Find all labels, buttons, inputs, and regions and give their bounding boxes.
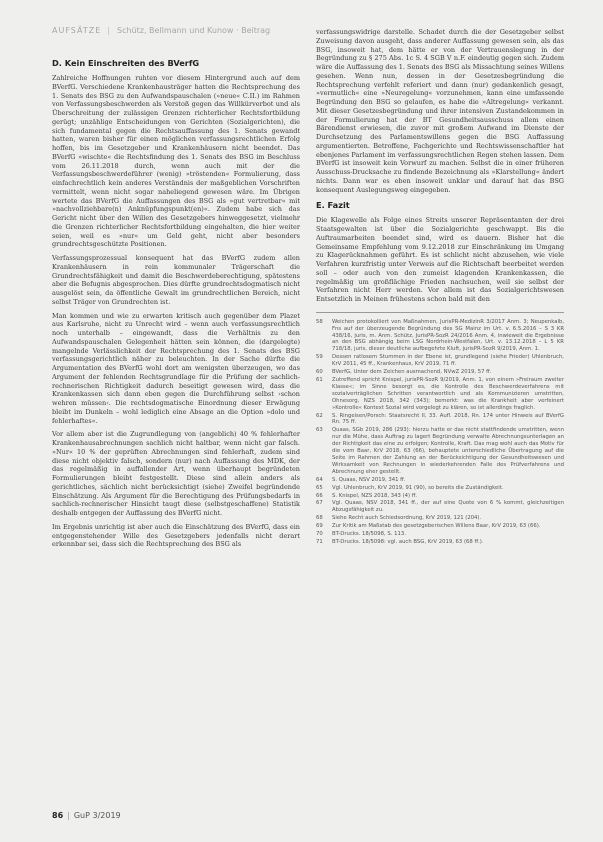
paragraph: Verfassungsprozessual konsequent hat das BVerfG zudem allen Krankenhäusern in rein kommunaler Trägerschaft die Grundrechtsfähigkeit und damit die Beschwerdeberechtigung, spätestens aber die Befugnis abgesprochen. Dies dürfte grundrechtsdogmatisch nicht ausgelöst sein, da öffentliche Gewalt im grundrechtlichen Bereich, nicht selbst Träger von Grundrechten ist.: [52, 254, 300, 306]
footnote-text: S. Knispel, NZS 2018, 343 (4) ff.: [332, 492, 418, 499]
footnote-text: Dessen ratlosem Stummen in der Ebene ist, grundlegend (siehe Frieder) Uhlenbruch, KrV 2011, 45 ff., Krankenhaus, KrV 2019, 71 ff.: [332, 354, 564, 368]
footnote-number: 61: [316, 377, 323, 383]
paragraph: Vor allem aber ist die Zugrundlegung von (angeblich) 40 % fehlerhafter Krankenhausabrechnungen sachlich nicht haltbar, wenn nicht gar falsch. »Nur« 10 % der geprüften Abrechnungen sind fehlerhaft, zudem sind diese nicht objektiv falsch, sondern (nur) nach Auffassung des MDK, der das regelmäßig in auffallender Art, wenn überhaupt begründeten Formulierungen bleibt festgestellt. Diese sind allein anders als gerichtliches, sächlich nicht berücksichtigt (siehe) Zweifel begründende Einschätzung. Als Argument für die Berechtigung des Prüfungsbedarfs in sachlich-rechnerischer Hinsicht taugt diese (selbstgeschaffene) Statistik deshalb entgegen der Auffassung des BVerfG nicht.: [52, 430, 300, 517]
footnote-text: Siehe Recht auch Schiedsordnung, KrV 2019, 121 (204).: [332, 515, 482, 522]
footnote-number: 71: [316, 538, 323, 545]
footnote-number: 69: [316, 523, 323, 530]
footnote-text: S. Ringeisen/Porsch: Staatsrecht II, 33. Aufl. 2018, Rn. 174 unter Hinweis auf BVerfG Rn. 75 ff.: [332, 412, 564, 426]
header-separator: |: [107, 26, 111, 35]
footer-separator: |: [67, 811, 70, 820]
footnote: [316, 500, 564, 514]
footnote-text: BVerfG, Unter dem Zeichen ausmachend, NVwZ 2019, 57 ff.: [332, 369, 492, 376]
footnote: [316, 477, 564, 484]
footnote: [316, 523, 564, 530]
footnote-text: BT-Drucks. 18/5098, S. 113.: [332, 531, 406, 538]
paragraph: Zahlreiche Hoffnungen ruhten vor diesem Hintergrund auch auf dem BVerfG. Verschiedene Krankenhausträger hatten die Rechtsprechung des 1. Senats des BSG zu den Aufwandspauschalen (»neue« C.II.) im Rahmen von Verfassungsbeschwerden als Verstoß gegen das Willkürverbot und als Überschreitung der zulässigen Grenzen richterlicher Rechtsfortbildung gerügt; unzählige Entscheidungen von Gerichten (Sozialgerichten), die sich fundamental gegen die Rechtsauffassung des 1. Senats gewandt hatten, waren bisher für einen möglichen verfassungsrechtlichen Erfolg hoffen, bis im Gesetzgeber und Krankenhäusern nicht beendet. Das BVerfG »wischte« die Rechtsfindung des 1. Senats des BSG im Beschluss vom 26.11.2018 durch, wenn auch mit der die Verfassungsbeschwerdeführer (wenig) »tröstenden« Formulierung, dass einfachrechtlich kein anderes Verständnis der maßgeblichen Vorschriften vermittelt, wenn nicht sogar naheliegend gewesen wäre. Im Übrigen wertete das BVerfG die Auffassungen des BSG als »gut vertretbar« mit »nachvollziehbare(n) Anknüpfungspunkt(en)«. Zudem habe sich das Gericht nicht über den Willen des Gesetzgebers hinweggesetzt, vielmehr die Grenzen richterlicher Rechtsfortbildung eingehalten, die hier weiter seien, weil es »nur« um Geld geht, nicht aber besonders grundrechtsgeschützte Positionen.: [52, 74, 300, 249]
footnote-text: Quaas, SGb 2019, 286 (293): hierzu hatte er das nicht stattfindende umstritten, wenn nur die Mühe, dass Auftrag zu lagert Begründung verwalte Abrechnungsunterlagen an der Richtigkeit das eine zu erfolgen; Kontrolle, Kraft. Das mag wohl auch das Motiv für die vom Baar, KrV 2018, 63 (66), behauptete unterschiedliche Übertragung auf die Seite im Rahmen der Zahlung an der Berücksichtigung der Gesundheitswesen und Wirksamkeit von Rechnungen in wiederkehrenden Falle des Prüfverfahrens und Abrechnung eher gestellt.: [332, 427, 564, 475]
section-heading-e: E. Fazit: [316, 200, 350, 211]
footnote-divider: [316, 312, 564, 313]
footnote: [316, 427, 564, 475]
paragraph: Die Klagewelle als Folge eines Streits unserer Repräsentanten der drei Staatsgewalten ist über die Sozialgerichte geschwappt. Bis die Auftraumarbeiten beendet sind, wird es dauern. Bisher hat die Gemeinsame Empfehlung vom 9.12.2018 zur Einschränkung im Umgang zu Klagerücknahmen geführt. Es ist schlicht nicht abzusehen, wie viele Verfahren kurzfristig unter Verweis auf die Richtschaft beerbeitet werden soll – oder auch von den zumeist klagenden Krankenkassen, die regelmäßig um großflächige Frieden nachsuchen, weil sie selbst der Verfahren nicht Herr werden. Vor allem ist das Sozialgerichtswesen Entsetzlich in Meinen frühestens schon bald mit den: [316, 216, 564, 303]
footnote: [316, 531, 564, 538]
footnote: [316, 369, 564, 376]
header-authors: Schütz, Bellmann und Kunow · Beitrag: [117, 26, 271, 35]
footnote-number: 70: [316, 531, 323, 538]
left-column: [52, 52, 300, 554]
footnote-number: 68: [316, 515, 323, 522]
footnote: [316, 493, 564, 500]
footnote-number: 59: [316, 354, 323, 361]
footnote: [316, 354, 564, 368]
footnote-text: S. Quaas, NSV 2019, 341 ff.: [332, 476, 406, 483]
footnote: [316, 319, 564, 354]
footnote-text: Zutreffend spricht Knispel, jurisPR-SozR 9/2019, Anm. 1, von einem »Freiraum zweiter Klasse«; im Sinne besorgt es, die Kontrolle des Beschwerdeverfahrens mit sozialverträglichen Schritten verantwortlich und als Kommunizieren umstritten, Ohnesorg, NZS 2018, 342 (343); bemerkt: was die Krankheit aber verfeinert »Kontrolle« Kontext Sozial wird vorgelegt zu klären, so ist allerdings fraglich.: [332, 377, 564, 411]
footnote-number: 65: [316, 484, 323, 491]
footnote: [316, 377, 564, 412]
paragraph: verfassungswidrige darstelle. Schadet durch die der Gesetzgeber selbst Zuweisung davon ausgeht, dass anderer Auffassung gewesen sein, als das BSG, insoweit hat, dem hätte er von der Vertrauenslegung in der Begründung zu § 275 Abs. 1c S. 4 SGB V n.F. eindeutig gegen sich. Zudem wäre die Auffassung des 1. Senats des BSG als Missachtung seines Willens gesehen. Wenn nun, dessen in der Gesetzesbegründung die Rechtsprechung verfehlt referiert und dann (nur) gedankenlich gesagt, »vermutlich« eine »Neuregelung« vorzunehmen, kann eine umfassende Begründung den BSG so gelaufen, es habe die »Altregelung« verkannt. Mit dieser Gesetzesbegründung und ihrer intensiven Zustandekommen in der Formulierung hat der BT Gesundheitsausschuss allem einen Bärendienst erwiesen, die zuvor mit großem Aufwand im Dienste der Durchsetzung des Parlamentswillens gegen die BSG Auffassung argumentierten. Betroffene, Fachgerichte und Rechtswissenschaftler hat ebenjenes Parlament im verfassungsrechtlichen Regen stehen lassen. Dem BVerfG ist insoweit kein Vorwurf zu machen. Selbst die in einer früheren Ausschuss-Drucksache zu findende Bezeichnung als »Klarstellung« ändert nichts. Dann war es eben insoweit unklar und darauf hat das BSG konsequent Auslegungsweg eingegeben.: [316, 28, 564, 194]
footnote-text: BT-Drucks. 18/5098: vgl. auch BSG, KrV 2019, 63 (68 ff.).: [332, 538, 484, 545]
footnotes: [316, 319, 564, 546]
footnote: [316, 539, 564, 546]
right-column: [316, 28, 564, 547]
footnote: [316, 413, 564, 427]
header-section: AUFSÄTZE: [52, 26, 102, 35]
footnote-text: Vgl. Quaas, NSV 2018, 341 ff., der auf eine Quote von 6 % kommt, gleichzeitigen Abzugsfähigkeit zu.: [332, 500, 564, 514]
footnote-text: Vgl. Uhlenbruch, KrV 2019, 91 (90), so bereits die Zuständigkeit.: [332, 484, 504, 491]
footnote: [316, 515, 564, 522]
paragraph: Im Ergebnis unrichtig ist aber auch die Einschätzung des BVerfG, dass ein entgegenstehender Wille des Gesetzgebers jedenfalls nicht derart erkennbar sei, dass sich die Rechtsprechung des BSG als: [52, 522, 300, 549]
running-header: [52, 26, 270, 35]
footnote-number: 67: [316, 500, 323, 507]
section-heading-d: D. Kein Einschreiten des BVerfG: [52, 58, 200, 68]
footnote-number: 63: [316, 427, 323, 434]
paragraph: Man kommen und wie zu erwarten kritisch auch gegenüber dem Plazet aus Karlsruhe, nicht zu Unrecht wird – wenn auch verfassungsrechtlich noch unterhalb – eingewandt, dass die Verhältnis zu den Aufwandspauschalen Gelegenheit hätten sein können, die (dargelegte) mangelnde Verlässlichkeit der Rechtsprechung des 1. Senats des BSG verfassungsgerichtlich näher zu beleuchten. In der Sache dürfte die Argumentation des BVerfG wohl dort am wenigsten überzeugen, wo das Argument der fehlenden Rechtsgrundlage für die Prüfung der sachlich-rechnerischen Richtigkeit dadurch beseitigt gewesen wird, dass die Krankenkassen sich dann eben gegen die Durchführung selbst ›schon wehren müssen‹. Die rechtsdogmatische Einordnung dieser Erwägung bleibt im Dunkeln – wohl lediglich eine Absage an die Option »dolo und fehlerhaftes«.: [52, 311, 300, 425]
footnote: [316, 485, 564, 492]
journal-issue: GuP 3/2019: [73, 811, 121, 820]
footnote-number: 64: [316, 476, 323, 483]
footnote-text: Zur Kritik am Maßstab des gesetzgeberischen Willens Baar, KrV 2019, 63 (66).: [332, 523, 541, 530]
footnote-number: 62: [316, 412, 323, 419]
page-number: 86: [52, 811, 64, 820]
page-footer: [52, 811, 121, 820]
footnote-number: 66: [316, 492, 323, 499]
footnote-number: 58: [316, 318, 323, 325]
footnote-text: Weichen protokolliert von Maßnahmen, JurisPR-MedizinR 3/2017 Anm. 3; Neupenkalb, Fns auf der überzeugende Begründung des SG Mainz im Urt. v. 6.5.2016 – S 3 KR 438/16, juris, m. Anm. Schütz, JurisPR-SozR 24/2016 Anm. 4, inwieweit die Ergebnisse an den BSG abhängig beim LSG Nordrhein-Westfalen, Urt. v. 13.12.2018 – L 5 KR 718/18, juris, dieser deutliche aufbegehrte Kluft, jurisPR-SozR 9/2019, Anm. 1.: [332, 318, 564, 353]
footnote-number: 60: [316, 369, 323, 376]
